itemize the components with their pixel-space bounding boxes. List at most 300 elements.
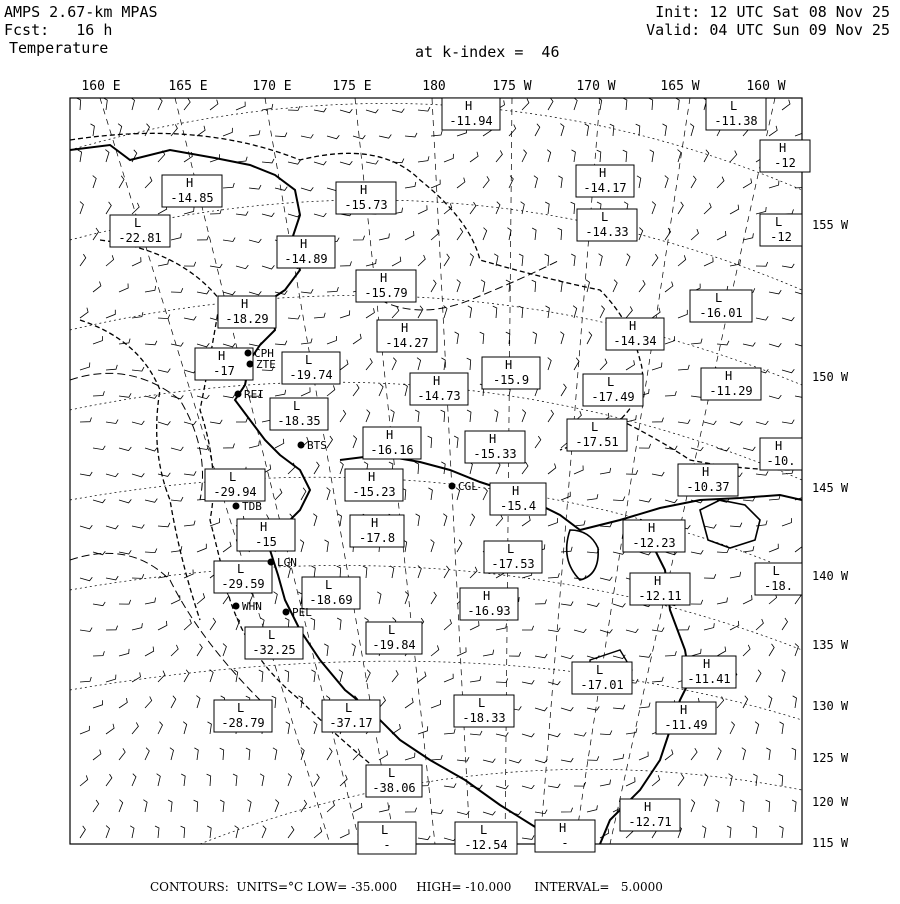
- extremum-value: -12.54: [464, 838, 508, 852]
- wind-barb: [106, 675, 116, 682]
- wind-barb: [273, 748, 277, 760]
- wind-barb: [756, 262, 768, 266]
- wind-barb: [483, 650, 494, 656]
- wind-barb: [340, 109, 352, 113]
- wind-barb: [730, 572, 741, 578]
- wind-barb: [210, 100, 218, 110]
- wind-barb: [106, 826, 110, 838]
- wind-barb: [626, 629, 638, 633]
- wind-barb: [444, 254, 449, 266]
- wind-barb: [483, 176, 489, 188]
- extremum-value: -14.27: [385, 336, 429, 350]
- wind-barb: [623, 98, 627, 110]
- wind-barb: [80, 308, 88, 318]
- station-label: WHN: [242, 600, 262, 613]
- extremum-type: H: [559, 821, 567, 835]
- wind-barb: [106, 724, 114, 734]
- wind-barb: [171, 447, 183, 451]
- wind-barb: [415, 462, 419, 474]
- wind-barb: [769, 126, 777, 136]
- extremum-value: -17.01: [580, 678, 624, 692]
- wind-barb: [561, 384, 566, 396]
- wind-barb: [665, 651, 676, 656]
- wind-barb: [613, 497, 625, 501]
- wind-barb: [80, 577, 92, 581]
- wind-barb: [704, 150, 709, 162]
- wind-barb: [652, 775, 660, 786]
- wind-barb: [678, 365, 689, 370]
- wind-barb: [197, 593, 205, 604]
- extremum-high: [623, 520, 685, 552]
- wind-barb: [444, 783, 456, 787]
- extremum-type: L: [596, 663, 604, 677]
- wind-barb: [717, 598, 728, 605]
- wind-barb: [145, 447, 157, 451]
- wind-barb: [80, 363, 90, 371]
- level-label: at k-index = 46: [415, 43, 560, 61]
- wind-barb: [233, 774, 237, 786]
- wind-barb: [249, 239, 261, 243]
- extremum-high: [336, 182, 396, 214]
- wind-barb: [418, 836, 430, 840]
- wind-barb: [405, 753, 415, 760]
- wind-barb: [405, 698, 413, 708]
- wind-barb: [418, 672, 426, 682]
- extremum-high: [760, 438, 802, 470]
- extremum-type: L: [325, 578, 333, 592]
- wind-barb: [353, 436, 357, 448]
- wind-barb: [494, 410, 498, 422]
- wind-barb: [428, 436, 432, 448]
- wind-barb: [314, 462, 319, 474]
- wind-barb: [431, 229, 439, 240]
- wind-barb: [561, 758, 573, 762]
- wind-barb: [405, 808, 417, 812]
- wind-barb: [652, 363, 662, 371]
- low-value: LOW= -35.000: [307, 880, 398, 894]
- extremum-high: [237, 519, 295, 551]
- high-value: HIGH= -10.000: [416, 880, 512, 894]
- wind-barb: [314, 774, 319, 786]
- wind-barb: [288, 106, 300, 110]
- extremum-type: H: [371, 516, 379, 530]
- extremum-value: -29.59: [221, 577, 265, 591]
- station-dot: [233, 503, 240, 510]
- wind-barb: [106, 365, 117, 370]
- wind-barb: [548, 410, 554, 422]
- wind-barb: [782, 618, 788, 630]
- wind-barb: [366, 410, 370, 422]
- extremum-high: [195, 348, 253, 380]
- extrema-boxes: [110, 98, 810, 854]
- wind-barb: [574, 358, 579, 370]
- extremum-value: -15: [255, 535, 277, 549]
- wind-barb: [340, 161, 352, 165]
- wind-barb: [301, 289, 313, 293]
- extremum-type: H: [186, 176, 194, 190]
- wind-barb: [548, 464, 556, 475]
- wind-barb: [275, 489, 282, 500]
- extremum-value: -12: [770, 230, 792, 244]
- wind-barb: [639, 752, 648, 760]
- wind-barb: [571, 202, 575, 214]
- station-label: CPH: [254, 347, 274, 360]
- wind-barb: [743, 696, 748, 708]
- wind-barb: [301, 800, 307, 812]
- wind-barb: [288, 826, 294, 838]
- lon-label: 160 W: [746, 79, 786, 94]
- wind-barb: [324, 644, 328, 656]
- wind-barb: [143, 800, 147, 812]
- extremum-type: L: [480, 823, 488, 837]
- wind-barb: [431, 540, 435, 552]
- wind-barb: [145, 697, 152, 709]
- wind-barb: [573, 306, 577, 318]
- wind-barb: [132, 312, 143, 318]
- station-dot: [449, 483, 456, 490]
- wind-barb: [444, 619, 452, 630]
- wind-barb: [119, 600, 131, 604]
- wind-barb: [223, 238, 235, 242]
- wind-barb: [431, 700, 440, 708]
- wind-barb: [311, 670, 315, 682]
- wind-barb: [443, 514, 447, 526]
- wind-barb: [311, 618, 315, 630]
- wind-barb: [455, 332, 459, 344]
- wind-barb: [599, 254, 603, 266]
- wind-barb: [132, 574, 144, 578]
- extremum-high: [701, 368, 761, 400]
- wind-barb: [585, 124, 589, 136]
- wind-barb: [93, 700, 103, 708]
- wind-barb: [457, 647, 466, 656]
- wind-barb: [600, 577, 612, 581]
- wind-barb: [613, 705, 625, 709]
- wind-barb: [704, 203, 711, 214]
- wind-barb: [247, 800, 251, 812]
- extremum-value: -11.49: [664, 718, 708, 732]
- wind-barb: [535, 759, 547, 763]
- wind-barb: [80, 202, 83, 214]
- wind-barb: [392, 109, 404, 113]
- wind-barb: [131, 98, 135, 110]
- wind-barb: [171, 696, 176, 708]
- wind-barb: [652, 677, 663, 682]
- wind-barb: [405, 133, 417, 137]
- wind-barb: [652, 472, 664, 476]
- extremum-value: -14.89: [284, 252, 328, 266]
- wind-barb: [493, 306, 497, 318]
- extremum-type: L: [134, 216, 142, 230]
- wind-barb: [301, 387, 310, 396]
- wind-barb: [223, 592, 229, 604]
- wind-barb: [158, 98, 162, 110]
- wind-barb: [208, 722, 212, 734]
- wind-barb: [613, 603, 625, 607]
- wind-barb: [782, 518, 792, 526]
- wind-barb: [391, 410, 395, 422]
- extremum-type: H: [599, 166, 607, 180]
- extremum-type: H: [300, 237, 308, 251]
- wind-barb: [766, 800, 770, 812]
- wind-barb: [743, 645, 750, 656]
- wind-barb: [480, 332, 484, 344]
- wind-barb: [119, 176, 124, 188]
- wind-barb: [236, 211, 248, 215]
- extremum-low: [302, 577, 360, 609]
- extremum-low: [270, 398, 328, 430]
- wind-barb: [223, 394, 235, 398]
- wind-barb: [314, 161, 326, 165]
- extremum-high: [410, 373, 468, 405]
- extremum-low: [358, 822, 416, 854]
- station-dot: [235, 391, 242, 398]
- wind-barb: [600, 359, 607, 370]
- wind-barb: [171, 497, 183, 501]
- extremum-low: [755, 563, 802, 595]
- wind-barb: [93, 602, 105, 606]
- wind-barb: [158, 621, 167, 630]
- extremum-low: [282, 352, 340, 384]
- footer-contour-info: [150, 880, 663, 894]
- wind-barb: [678, 202, 683, 214]
- wind-barb: [457, 757, 469, 761]
- wind-barb: [392, 358, 396, 370]
- wind-barb: [366, 109, 378, 113]
- wind-barb: [678, 310, 687, 318]
- wind-barb: [597, 150, 601, 162]
- wind-barb: [93, 282, 101, 293]
- wind-barb: [181, 826, 185, 838]
- wind-barb: [158, 473, 170, 477]
- wind-barb: [753, 826, 757, 838]
- wind-barb: [560, 124, 564, 136]
- wind-barb: [428, 488, 432, 500]
- wind-barb: [171, 645, 178, 656]
- wind-barb: [483, 488, 487, 500]
- wind-barb: [587, 494, 598, 500]
- station-dot: [233, 603, 240, 610]
- extremum-type: H: [260, 520, 268, 534]
- wind-barb: [105, 150, 109, 162]
- wind-barb: [80, 418, 92, 423]
- extremum-type: L: [229, 470, 237, 484]
- extremum-value: -16.16: [370, 443, 414, 457]
- lon-label: 165 E: [168, 79, 208, 94]
- wind-barb: [665, 750, 673, 761]
- wind-barb: [769, 343, 781, 347]
- extremum-high: [630, 573, 690, 605]
- wind-barb: [782, 209, 794, 214]
- wind-barb: [236, 157, 247, 162]
- wind-barb: [467, 358, 471, 370]
- wind-barb: [743, 178, 752, 188]
- extremum-type: H: [218, 349, 226, 363]
- temperature-contours: [70, 260, 560, 700]
- right-latitude-labels: [812, 218, 849, 850]
- wind-barb: [197, 644, 202, 656]
- wind-barb: [327, 436, 333, 448]
- wind-barb: [145, 549, 157, 553]
- wind-barb: [522, 516, 530, 526]
- extremum-type: H: [779, 141, 787, 155]
- wind-barb: [548, 733, 560, 737]
- wind-barb: [259, 670, 263, 682]
- wind-barb: [145, 341, 157, 345]
- extremum-type: H: [725, 369, 733, 383]
- wind-barb: [234, 670, 238, 682]
- wind-barb: [610, 124, 614, 136]
- meridian: [505, 98, 515, 844]
- wind-barb: [145, 286, 156, 292]
- wind-barb: [727, 826, 731, 838]
- wind-barb: [184, 369, 196, 373]
- extremum-low: [577, 209, 637, 241]
- extremum-value: -18.69: [309, 593, 353, 607]
- wind-barb: [665, 176, 668, 188]
- wind-barb: [587, 756, 599, 760]
- lon-label: 165 W: [660, 79, 700, 94]
- wind-barb: [366, 358, 372, 370]
- wind-barb: [416, 514, 420, 526]
- wind-barb: [636, 124, 640, 136]
- parallel: [70, 200, 802, 290]
- wind-barb: [769, 544, 778, 552]
- wind-barb: [793, 696, 797, 708]
- extremum-type: H: [360, 183, 368, 197]
- wind-barb: [769, 181, 779, 188]
- extremum-type: L: [591, 420, 599, 434]
- wind-barb: [600, 629, 612, 633]
- wind-barb: [340, 410, 346, 422]
- wind-barb: [444, 154, 453, 162]
- wind-barb: [779, 826, 783, 838]
- extremum-value: -17.51: [575, 435, 619, 449]
- wind-barb: [444, 837, 456, 841]
- wind-barb: [574, 629, 586, 633]
- wind-barb: [533, 332, 537, 344]
- wind-barb: [444, 729, 455, 734]
- wind-barb: [106, 774, 112, 786]
- extremum-value: -19.74: [289, 368, 333, 382]
- extremum-low: [454, 695, 514, 727]
- extremum-type: L: [388, 623, 396, 637]
- wind-barb: [665, 282, 673, 292]
- extremum-type: H: [703, 657, 711, 671]
- wind-barb: [184, 521, 195, 526]
- wind-barb: [756, 471, 768, 475]
- wind-barb: [93, 176, 97, 188]
- extremum-type: H: [368, 470, 376, 484]
- wind-barb: [91, 124, 95, 136]
- wind-barb: [119, 748, 125, 760]
- wind-barb: [379, 135, 391, 139]
- wind-barb: [743, 546, 754, 552]
- model-name: AMPS 2.67-km MPAS: [4, 3, 158, 21]
- wind-barb: [93, 336, 103, 344]
- extremum-type: H: [775, 439, 783, 453]
- wind-barb: [260, 774, 264, 786]
- wind-barb: [742, 748, 746, 760]
- station-whn: [233, 600, 262, 613]
- extremum-value: -14.85: [170, 191, 214, 205]
- lat-label: 145 W: [812, 481, 849, 495]
- wind-barb: [106, 202, 111, 214]
- wind-barb: [691, 550, 703, 554]
- wind-barb: [119, 800, 123, 812]
- wind-barb: [184, 98, 190, 110]
- wind-barb: [80, 472, 92, 476]
- wind-barb: [506, 332, 510, 344]
- wind-barb: [171, 288, 183, 292]
- wind-barb: [444, 674, 453, 682]
- wind-barb: [613, 280, 617, 292]
- wind-barb: [470, 514, 475, 526]
- wind-barb: [93, 391, 104, 396]
- wind-barb: [431, 180, 440, 188]
- extremum-high: [482, 357, 540, 389]
- wind-barb: [494, 254, 498, 266]
- wind-barb: [548, 518, 558, 526]
- wind-barb: [704, 421, 716, 425]
- extremum-value: -15.79: [364, 286, 408, 300]
- wind-barb: [262, 104, 273, 110]
- wind-barb: [77, 98, 81, 110]
- wind-barb: [457, 178, 465, 188]
- wind-barb: [288, 774, 292, 786]
- wind-barb: [626, 360, 635, 370]
- wind-barb: [509, 125, 516, 137]
- extremum-value: -11.41: [687, 672, 731, 686]
- station-label: ZTE: [256, 358, 276, 371]
- station-label: TDB: [242, 500, 262, 513]
- extremum-high: [218, 296, 276, 328]
- wind-barb: [652, 202, 656, 214]
- wind-barb: [93, 499, 105, 503]
- wind-barb: [366, 308, 374, 318]
- wind-barb: [470, 621, 479, 630]
- extremum-type: H: [489, 432, 497, 446]
- wind-barb: [717, 447, 729, 451]
- fcst-hours: 16 h: [76, 21, 113, 39]
- lat-label: 130 W: [812, 699, 849, 713]
- extremum-value: -18.33: [462, 711, 506, 725]
- island: [567, 530, 599, 580]
- wind-barb: [80, 254, 86, 266]
- wind-barb: [496, 150, 502, 162]
- wind-barb: [457, 228, 463, 240]
- wind-barb: [340, 261, 352, 266]
- wind-barb: [300, 540, 304, 552]
- extremum-low: [484, 541, 542, 573]
- lon-label: 180: [422, 79, 446, 94]
- wind-barb: [756, 670, 761, 682]
- wind-barb: [415, 410, 419, 422]
- wind-barb: [313, 514, 317, 526]
- extremum-type: L: [381, 823, 389, 837]
- lon-label: 160 E: [81, 79, 121, 94]
- wind-barb: [275, 390, 286, 396]
- wind-barb: [795, 343, 807, 347]
- wind-barb: [405, 182, 416, 188]
- lon-label: 170 E: [252, 79, 292, 94]
- wind-barb: [207, 826, 211, 838]
- extremum-high: [277, 236, 335, 268]
- wind-barb: [327, 385, 335, 396]
- wind-barb: [678, 626, 690, 630]
- wind-barb: [93, 446, 105, 450]
- wind-barb: [535, 600, 547, 605]
